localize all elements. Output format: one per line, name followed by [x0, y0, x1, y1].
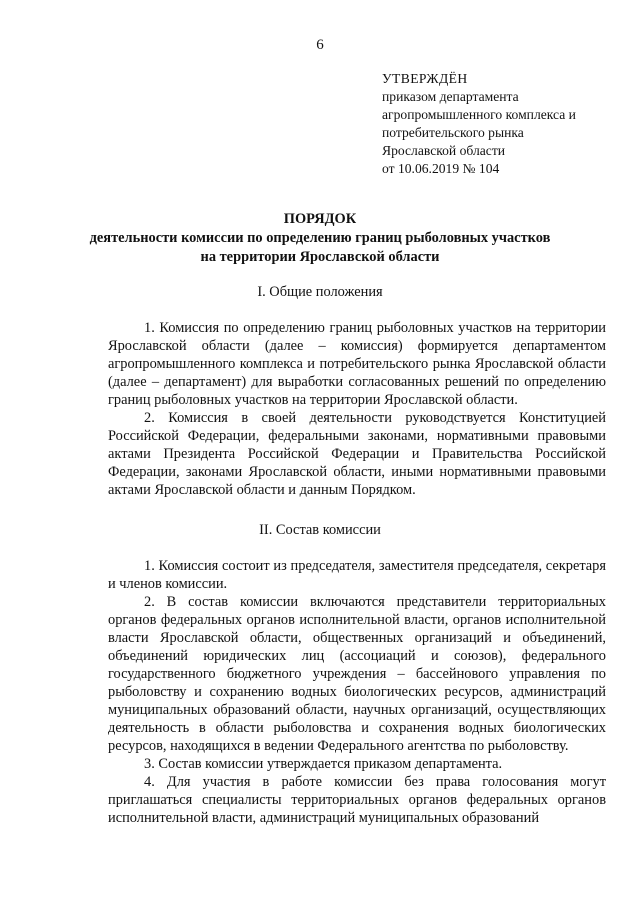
section-2-body: [108, 557, 606, 827]
approval-stamp: [382, 70, 627, 178]
title-line: на территории Ярославской области: [200, 249, 440, 265]
paragraph: 3. Состав комиссии утверждается приказом департамента.: [144, 756, 503, 772]
paragraph: 2. Комиссия в своей деятельности руководствуется Конституцией Российской Федерации, федеральными законами, нормативными правовыми актами Президента Российской Федерации и Правительства Российской Федерации, законами Ярославской области, иными нормативными правовыми актами Ярославской области и данным Порядком.: [108, 410, 606, 498]
approval-line: от 10.06.2019 № 104: [382, 161, 500, 176]
approval-line: приказом департамента: [382, 89, 519, 104]
approval-line: агропромышленного комплекса и: [382, 107, 576, 122]
approval-line: Ярославской области: [382, 143, 506, 158]
document-title: [0, 210, 640, 267]
approval-line: потребительского рынка: [382, 125, 524, 140]
paragraph: 2. В состав комиссии включаются представители территориальных органов федеральных органов исполнительной власти, органов исполнительной власти Ярославской области, общественных организаций и объединений, объединений юридических лиц (ассоциаций и союзов), федерального государственного бюджетного учреждения – бассейнового управления по рыболовству и сохранению водных биологических ресурсов, администраций муниципальных образований области, научных организаций, осуществляющих деятельность в области рыболовства и сохранения водных биологических ресурсов, находящихся в ведении Федерального агентства по рыболовству.: [108, 594, 606, 754]
section-1-body: [108, 319, 606, 499]
title-line: деятельности комиссии по определению границ рыболовных участков: [89, 230, 551, 246]
section-heading-1: I. Общие положения: [257, 284, 383, 300]
title-main: ПОРЯДОК: [283, 211, 357, 227]
paragraph: 1. Комиссия состоит из председателя, заместителя председателя, секретаря и членов комиссии.: [108, 558, 606, 592]
paragraph: 1. Комиссия по определению границ рыболовных участков на территории Ярославской области (далее – комиссия) формируется департаментом агропромышленного комплекса и потребительского рынка Ярославской области (далее – департамент) для выработки согласованных решений по определению границ рыболовных участков на территории Ярославской области.: [108, 320, 606, 408]
paragraph: 4. Для участия в работе комиссии без права голосования могут приглашаться специалисты территориальных органов федеральных органов исполнительной власти, администраций муниципальных образований: [108, 774, 606, 826]
page-number: 6: [316, 37, 324, 53]
section-heading-2: II. Состав комиссии: [259, 522, 381, 538]
approval-heading: УТВЕРЖДЁН: [382, 71, 468, 86]
